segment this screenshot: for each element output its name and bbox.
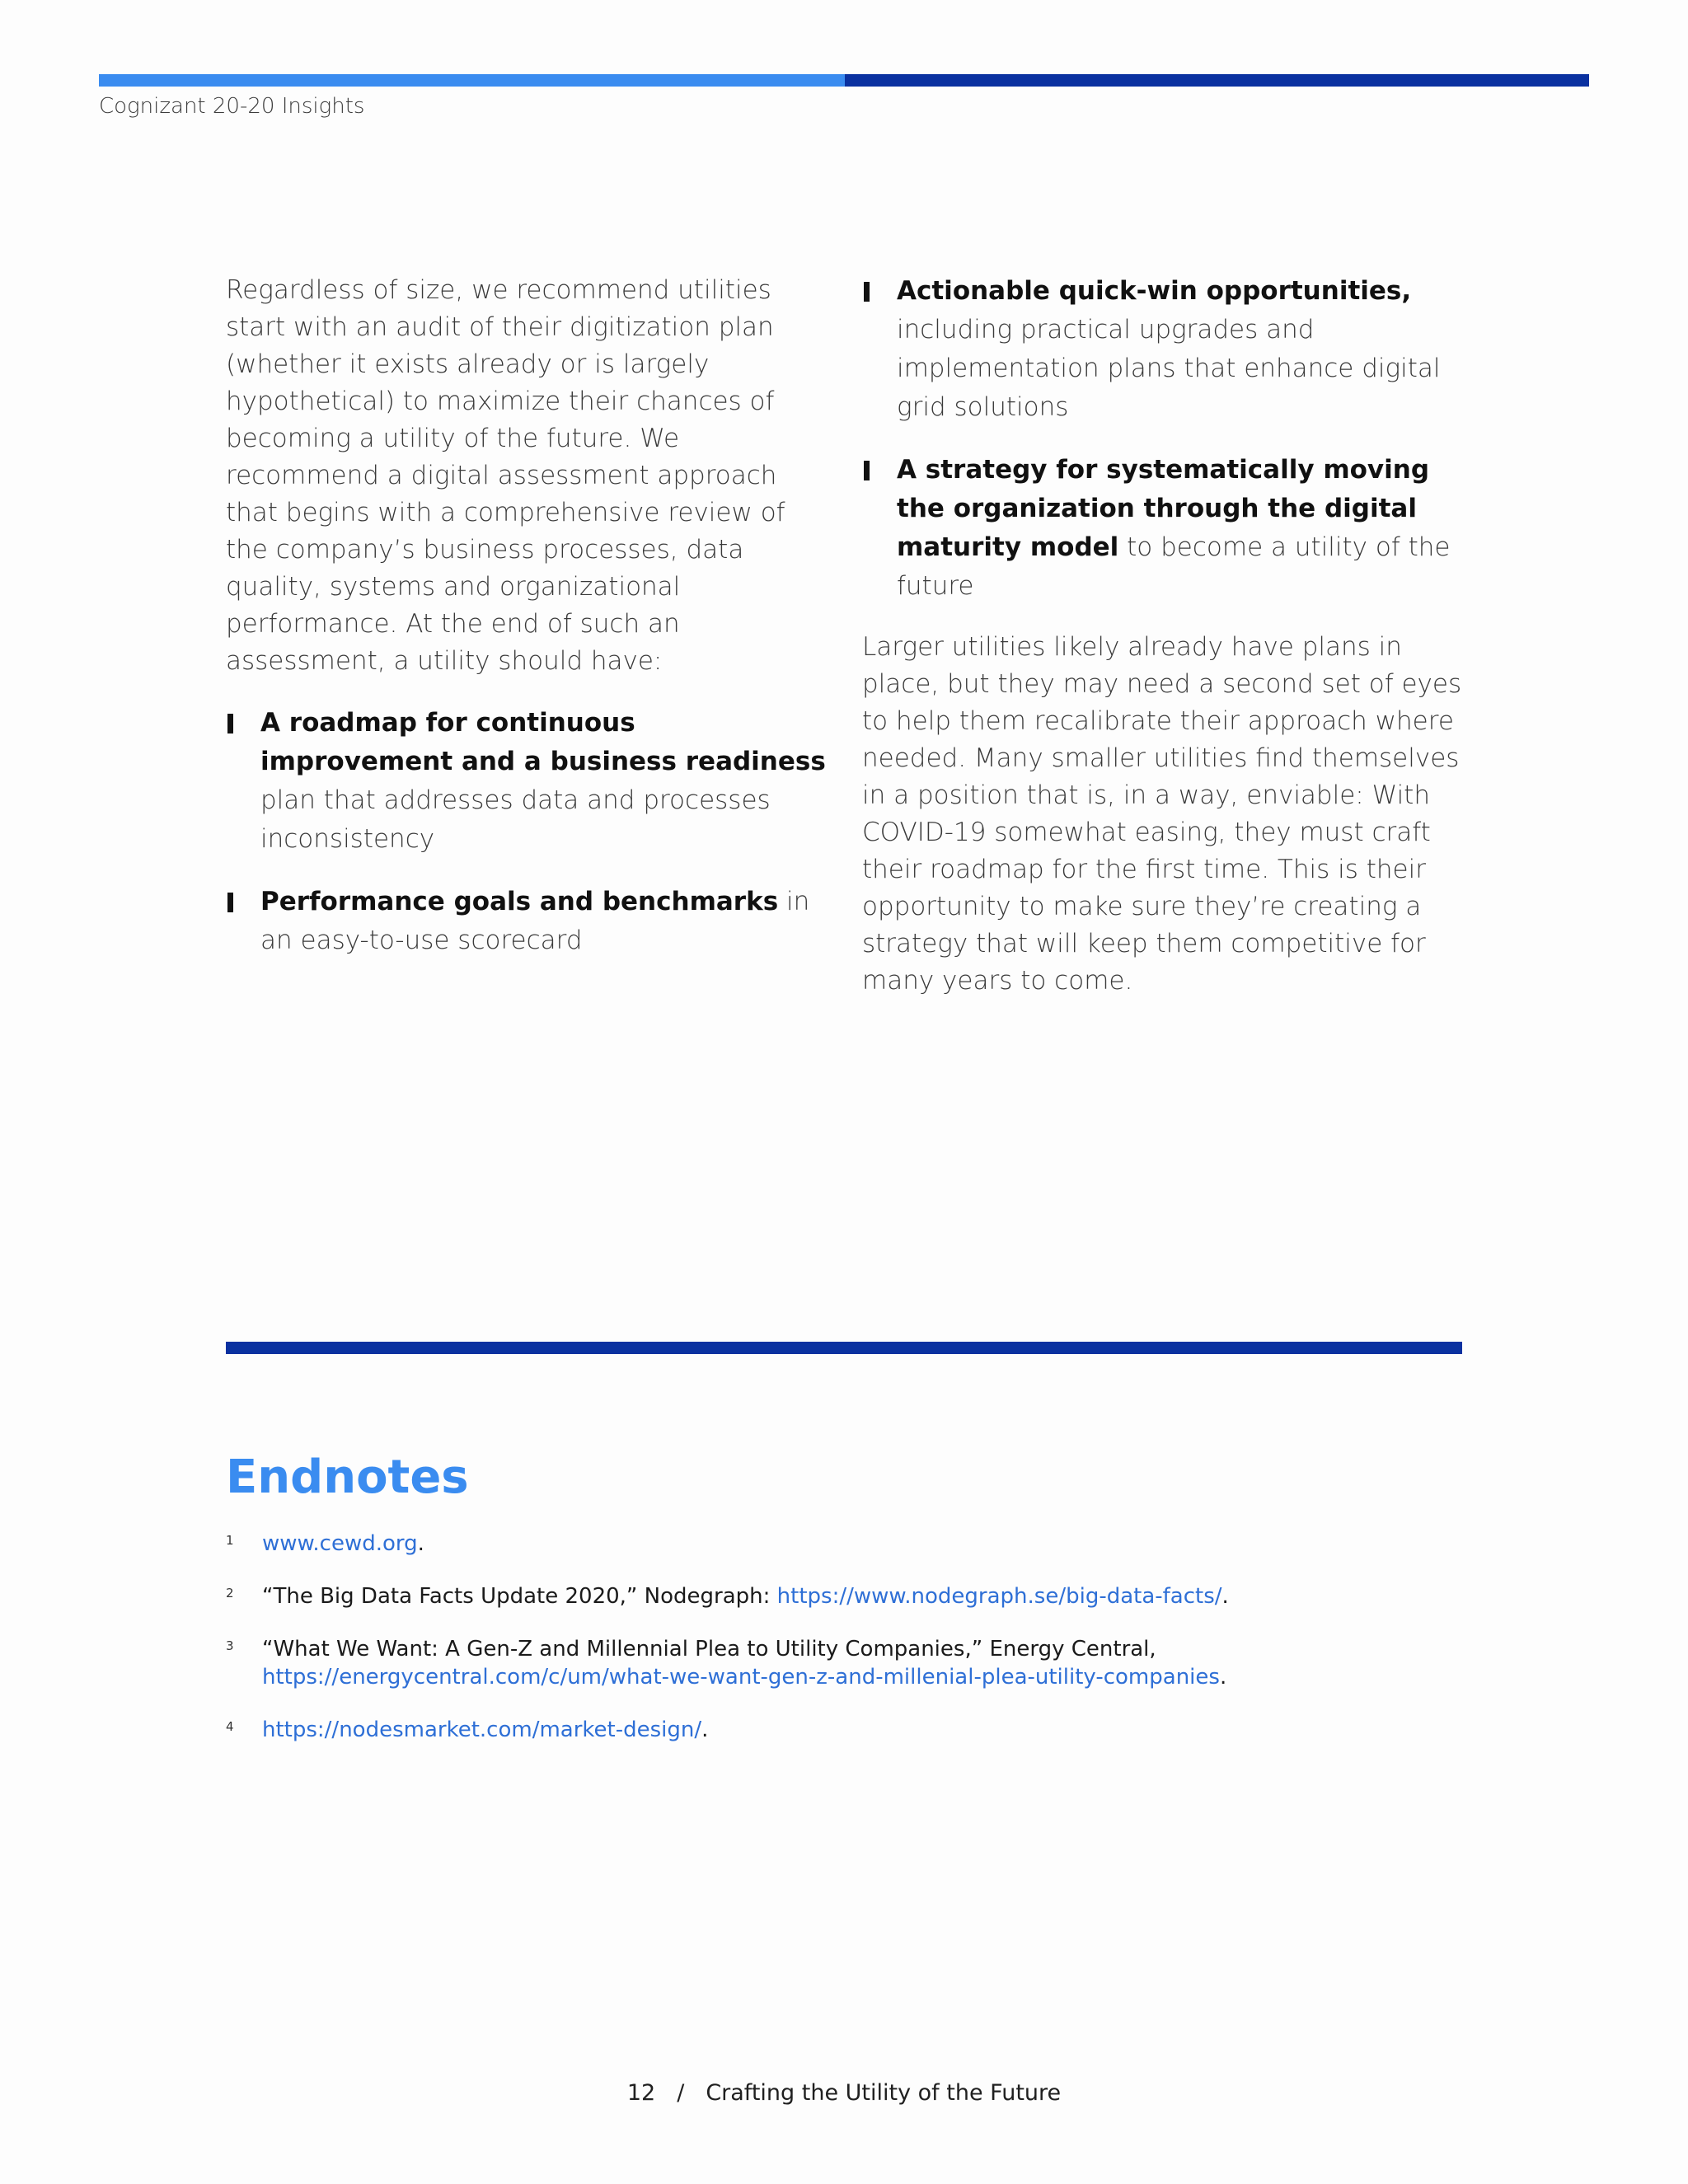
intro-paragraph: Regardless of size, we recommend utilities start with an audit of their digitization plan (whether it exists already or is largely hypothetical) to maximize their chances of becoming a utility of the future. We recommend a digital assessment approach that begins with a comprehensive review of the company’s business processes, data quality, systems and organizational performance. At the end of such an assessment, a utility should have: bbox=[226, 275, 785, 676]
endnote-item bbox=[226, 1530, 1462, 1558]
endnotes-list bbox=[226, 1530, 1462, 1769]
endnote-suffix: . bbox=[1219, 1665, 1227, 1690]
top-accent-bar-light bbox=[99, 74, 845, 87]
bullet-text: in an easy-to-use scorecard bbox=[260, 887, 810, 955]
endnote-item bbox=[226, 1582, 1462, 1610]
bullet-marker bbox=[864, 282, 870, 302]
bullet-item bbox=[862, 272, 1472, 427]
bullet-marker bbox=[227, 893, 233, 912]
bullet-bold-text: A roadmap for continuous improvement and a business readiness bbox=[260, 708, 826, 776]
endnote-item bbox=[226, 1716, 1462, 1744]
endnote-link[interactable]: www.cewd.org bbox=[262, 1531, 418, 1556]
bullet-bold-text: Performance goals and benchmarks bbox=[260, 887, 779, 916]
bullet-item bbox=[226, 704, 832, 859]
bullet-item bbox=[226, 883, 832, 960]
endnote-text: “The Big Data Facts Update 2020,” Nodegraph: bbox=[262, 1584, 777, 1609]
bullet-text: plan that addresses data and processes inconsistency bbox=[260, 785, 771, 854]
bullet-bold-text: Actionable quick-win opportunities, bbox=[897, 276, 1412, 306]
endnote-number: 3 bbox=[226, 1638, 234, 1653]
bullet-marker bbox=[227, 714, 233, 733]
right-column bbox=[862, 272, 1472, 1000]
endnote-link[interactable]: https://www.nodegraph.se/big-data-facts/ bbox=[776, 1584, 1222, 1609]
bullet-item bbox=[862, 451, 1472, 606]
bullet-text: to become a utility of the future bbox=[897, 532, 1451, 601]
endnote-number: 1 bbox=[226, 1533, 234, 1548]
top-accent-bar-dark bbox=[845, 74, 1589, 87]
right-bullet-list bbox=[862, 272, 1472, 606]
endnote-number: 2 bbox=[226, 1586, 234, 1601]
left-bullet-list bbox=[226, 704, 832, 960]
publication-label: Cognizant 20-20 Insights bbox=[99, 94, 365, 119]
endnotes-heading: Endnotes bbox=[226, 1451, 469, 1504]
footer-separator: / bbox=[677, 2080, 685, 2106]
page-number: 12 bbox=[626, 2080, 656, 2106]
page-footer bbox=[0, 2080, 1688, 2106]
bullet-bold-text: A strategy for systematically moving the organization through the digital maturity model bbox=[897, 455, 1430, 562]
bullet-text: including practical upgrades and implementation plans that enhance digital grid solutions bbox=[897, 315, 1441, 422]
endnote-link[interactable]: https://energycentral.com/c/um/what-we-want-gen-z-and-millenial-plea-utility-companies bbox=[262, 1665, 1220, 1690]
document-title: Crafting the Utility of the Future bbox=[706, 2080, 1062, 2106]
larger-utilities-paragraph: Larger utilities likely already have plans in place, but they may need a second set of eyes to help them recalibrate their approach where needed. Many smaller utilities find themselves in a position that is, in a way, enviable: With COVID-19 somewhat easing, they must craft their roadmap for the first time. This is their opportunity to make sure they’re creating a strategy that will keep them competitive for many years to come. bbox=[862, 632, 1462, 996]
endnote-suffix: . bbox=[417, 1531, 424, 1556]
section-divider bbox=[226, 1342, 1462, 1354]
top-accent-bar bbox=[99, 74, 1589, 87]
endnote-item bbox=[226, 1635, 1462, 1691]
endnote-link[interactable]: https://nodesmarket.com/market-design/ bbox=[262, 1718, 702, 1742]
endnote-number: 4 bbox=[226, 1719, 234, 1734]
endnote-text: “What We Want: A Gen-Z and Millennial Plea to Utility Companies,” Energy Central, bbox=[262, 1637, 1156, 1661]
endnote-suffix: . bbox=[701, 1718, 709, 1742]
bullet-marker bbox=[864, 461, 870, 480]
left-column bbox=[226, 272, 832, 960]
endnote-suffix: . bbox=[1221, 1584, 1229, 1609]
